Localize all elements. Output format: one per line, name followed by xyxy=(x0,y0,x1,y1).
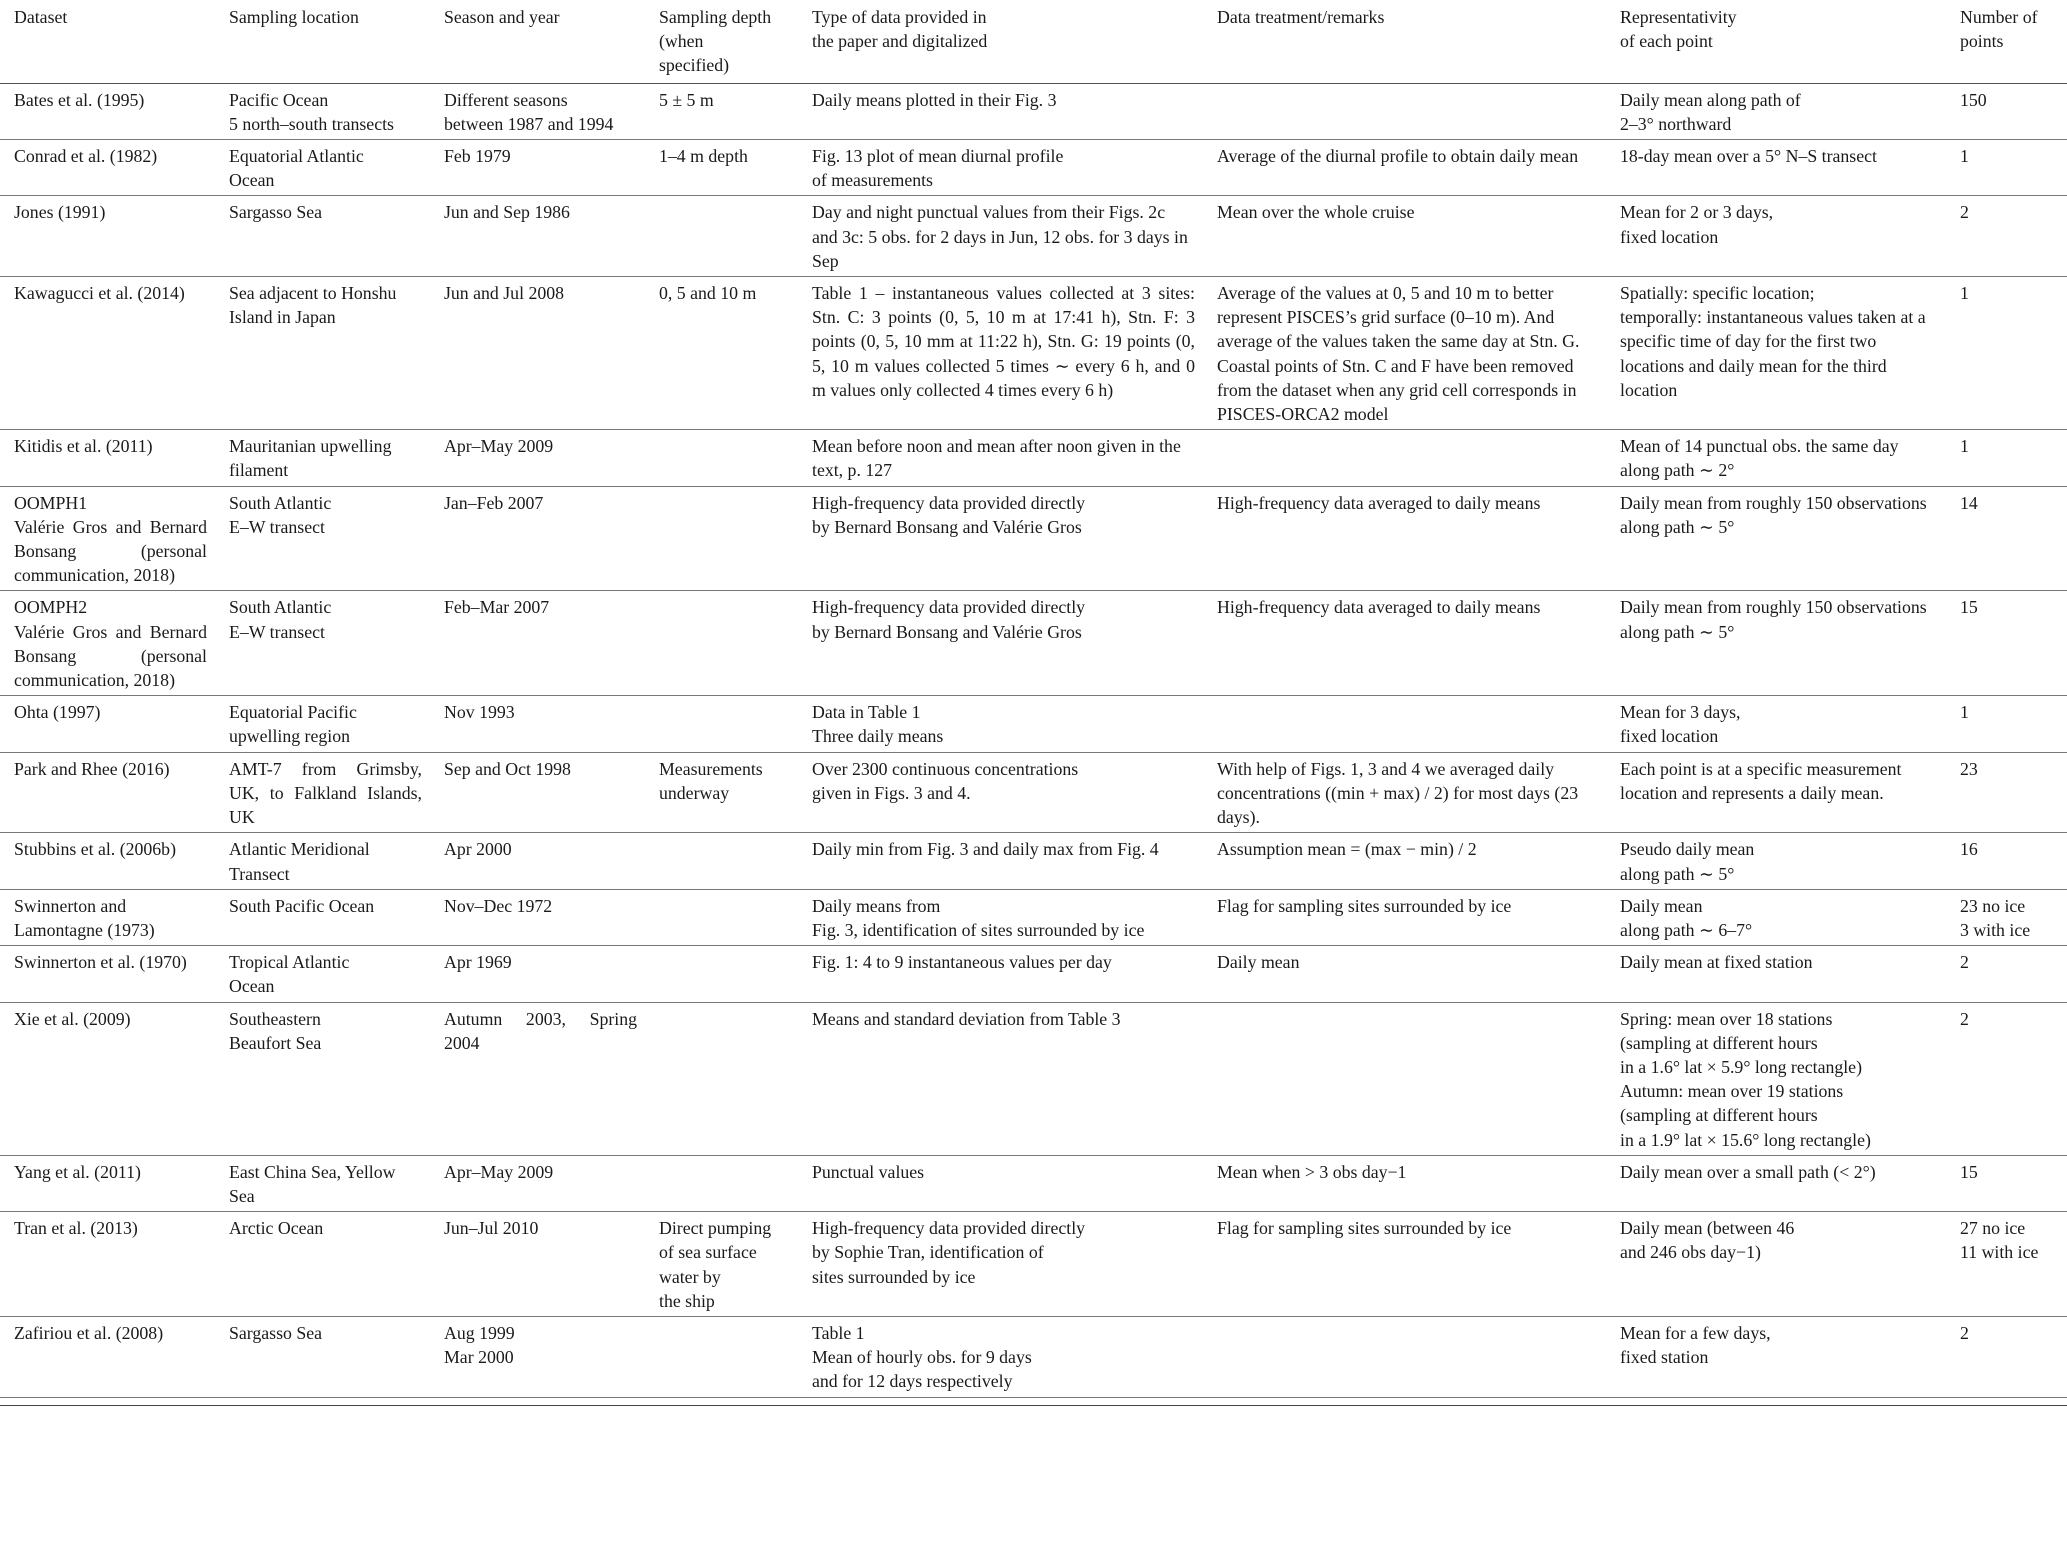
header-dataset: Dataset xyxy=(14,7,68,27)
cell-data-type: Means and standard deviation from Table 3 xyxy=(812,1008,1121,1029)
cell-season: Jun and Sep 1986 xyxy=(444,202,570,223)
table-row xyxy=(0,752,2067,833)
cell-location: Mauritanian upwelling filament xyxy=(229,436,392,481)
cell-treatment: High-frequency data averaged to daily means xyxy=(1217,597,1541,618)
table-row xyxy=(0,889,2067,945)
cell-location: Southeastern Beaufort Sea xyxy=(229,1008,322,1053)
cell-location: South Atlantic E–W transect xyxy=(229,597,332,642)
cell-data-type: High-frequency data provided directly by Bernard Bonsang and Valérie Gros xyxy=(812,492,1086,537)
cell-treatment: Average of the diurnal profile to obtain daily mean xyxy=(1217,146,1579,167)
cell-depth xyxy=(645,486,798,591)
cell-season: Feb 1979 xyxy=(444,146,511,167)
cell-location: South Atlantic E–W transect xyxy=(229,492,332,537)
cell-treatment xyxy=(1203,83,1606,139)
table-row xyxy=(0,430,2067,486)
cell-season: Autumn 2003, Spring 2004 xyxy=(444,1008,637,1053)
cell-data-type: High-frequency data provided directly by Bernard Bonsang and Valérie Gros xyxy=(812,597,1086,642)
cell-location: Sargasso Sea xyxy=(229,1322,323,1343)
cell-treatment: Flag for sampling sites surrounded by ice xyxy=(1217,895,1512,916)
header-data-type: Type of data provided in the paper and digitalized xyxy=(812,7,988,52)
cell-depth: Direct pumping of sea surface water by the ship xyxy=(659,1218,772,1311)
cell-points: 27 no ice 11 with ice xyxy=(1960,1218,2039,1263)
header-number-of-points: Number of points xyxy=(1960,7,2038,52)
cell-dataset: Conrad et al. (1982) xyxy=(14,146,158,167)
header-data-treatment: Data treatment/remarks xyxy=(1217,7,1385,27)
cell-season: Jun and Jul 2008 xyxy=(444,283,565,304)
cell-treatment: Assumption mean = (max − min) / 2 xyxy=(1217,839,1477,860)
cell-season: Nov 1993 xyxy=(444,702,515,723)
cell-dataset: Swinnerton et al. (1970) xyxy=(14,952,187,973)
cell-treatment xyxy=(1203,1316,1606,1397)
table-row xyxy=(0,140,2067,196)
cell-points: 150 xyxy=(1960,89,1987,110)
cell-points: 2 xyxy=(1960,1322,1969,1343)
cell-location xyxy=(215,1397,430,1405)
cell-season: Feb–Mar 2007 xyxy=(444,597,550,618)
cell-treatment: Flag for sampling sites surrounded by ice xyxy=(1217,1218,1512,1239)
cell-depth: Measurements underway xyxy=(659,758,763,803)
cell-data-type: High-frequency data provided directly by Sophie Tran, identification of sites surrounded by ice xyxy=(812,1218,1086,1287)
cell-season xyxy=(430,1397,645,1405)
cell-representativity: Daily mean from roughly 150 observations along path ∼ 5° xyxy=(1620,597,1927,642)
cell-location: Pacific Ocean 5 north–south transects xyxy=(229,89,394,134)
cell-points: 15 xyxy=(1960,1161,1978,1182)
cell-dataset: Park and Rhee (2016) xyxy=(14,758,170,779)
cell-treatment xyxy=(1203,430,1606,486)
cell-data-type: Fig. 13 plot of mean diurnal profile of measurements xyxy=(812,146,1064,191)
cell-dataset: Tran et al. (2013) xyxy=(14,1218,138,1239)
cell-depth xyxy=(645,196,798,277)
cell-points: 1 xyxy=(1960,436,1969,457)
cell-data-type: Data in Table 1 Three daily means xyxy=(812,702,944,747)
table-row xyxy=(0,1002,2067,1155)
table-row xyxy=(0,486,2067,591)
cell-data-type: Daily min from Fig. 3 and daily max from Fig. 4 xyxy=(812,839,1159,860)
cell-points: 2 xyxy=(1960,952,1969,973)
cell-treatment: Mean over the whole cruise xyxy=(1217,202,1415,223)
cell-dataset: Stubbins et al. (2006b) xyxy=(14,839,176,860)
cell-dataset: Xie et al. (2009) xyxy=(14,1008,131,1029)
cell-data-type xyxy=(798,1397,1203,1405)
cell-treatment: High-frequency data averaged to daily means xyxy=(1217,492,1541,513)
cell-points: 16 xyxy=(1960,839,1978,860)
table-row xyxy=(0,83,2067,139)
cell-data-type: Day and night punctual values from their Figs. 2c and 3c: 5 obs. for 2 days in Jun, 12 obs. for 3 days in Sep xyxy=(812,202,1188,271)
table-row xyxy=(0,1155,2067,1211)
table-row xyxy=(0,1397,2067,1405)
cell-data-type: Daily means plotted in their Fig. 3 xyxy=(812,89,1057,110)
cell-data-type: Over 2300 continuous concentrations given in Figs. 3 and 4. xyxy=(812,758,1079,803)
cell-season: Sep and Oct 1998 xyxy=(444,758,571,779)
cell-dataset xyxy=(0,1397,215,1405)
cell-depth: 5 ± 5 m xyxy=(659,89,714,110)
cell-points: 23 no ice 3 with ice xyxy=(1960,895,2031,940)
cell-representativity: Mean of 14 punctual obs. the same day along path ∼ 2° xyxy=(1620,436,1899,481)
cell-depth xyxy=(645,946,798,1002)
cell-dataset: Ohta (1997) xyxy=(14,702,101,723)
table-header xyxy=(0,0,2067,83)
cell-data-type: Table 1 Mean of hourly obs. for 9 days and for 12 days respectively xyxy=(812,1322,1032,1392)
cell-representativity: Daily mean at fixed station xyxy=(1620,952,1813,973)
table-row xyxy=(0,946,2067,1002)
cell-depth: 0, 5 and 10 m xyxy=(659,283,757,304)
cell-location: Sea adjacent to Honshu Island in Japan xyxy=(229,283,397,328)
cell-representativity: Daily mean along path ∼ 6–7° xyxy=(1620,895,1753,940)
cell-season: Jan–Feb 2007 xyxy=(444,492,544,513)
cell-location: Tropical Atlantic Ocean xyxy=(229,952,350,997)
cell-depth xyxy=(645,1316,798,1397)
cell-dataset: Kawagucci et al. (2014) xyxy=(14,283,185,304)
cell-points: 14 xyxy=(1960,492,1978,513)
cell-representativity: 18-day mean over a 5° N–S transect xyxy=(1620,146,1877,167)
cell-representativity: Spatially: specific location; temporally: instantaneous values taken at a specific time of day for the first two locations and daily mean for the third location xyxy=(1620,283,1926,400)
cell-representativity: Daily mean along path of 2–3° northward xyxy=(1620,89,1801,134)
cell-data-type: Table 1 – instantaneous values collected at 3 sites: Stn. C: 3 points (0, 5, 10 m at 17:41 h), Stn. F: 3 points (0, 5, 10 mm at 11:22 h), Stn. G: 19 points (0, 5, 10 m values collected 5 times ∼ every 6 h, and 0 m values only collected 4 times every 6 h) xyxy=(812,283,1195,400)
cell-depth xyxy=(645,1397,798,1405)
cell-treatment xyxy=(1203,1397,1606,1405)
cell-location: Atlantic Meridional Transect xyxy=(229,839,370,884)
cell-treatment: Daily mean xyxy=(1217,952,1300,973)
cell-points: 15 xyxy=(1960,597,1978,618)
cell-representativity: Mean for 2 or 3 days, fixed location xyxy=(1620,202,1774,247)
table-row xyxy=(0,1316,2067,1397)
cell-depth xyxy=(645,833,798,889)
cell-depth xyxy=(645,1155,798,1211)
cell-representativity: Daily mean over a small path (< 2°) xyxy=(1620,1161,1876,1182)
cell-representativity: Pseudo daily mean along path ∼ 5° xyxy=(1620,839,1755,884)
table-row xyxy=(0,591,2067,696)
cell-data-type: Punctual values xyxy=(812,1161,925,1182)
table-row xyxy=(0,277,2067,430)
cell-dataset: OOMPH2 Valérie Gros and Bernard Bonsang (personal communication, 2018) xyxy=(14,597,207,691)
cell-points xyxy=(1946,1397,2067,1405)
cell-treatment xyxy=(1203,696,1606,752)
table-row xyxy=(0,196,2067,277)
cell-location: Arctic Ocean xyxy=(229,1218,324,1239)
cell-dataset: Bates et al. (1995) xyxy=(14,89,145,110)
cell-points: 2 xyxy=(1960,202,1969,223)
cell-representativity xyxy=(1606,1397,1946,1405)
cell-depth xyxy=(645,591,798,696)
cell-season: Apr 2000 xyxy=(444,839,512,860)
cell-representativity: Spring: mean over 18 stations (sampling at different hours in a 1.6° lat × 5.9° long rectangle) Autumn: mean over 19 stations (sampling at different hours in a 1.9° lat × 15.6° long rectangle) xyxy=(1620,1008,1871,1150)
header-sampling-depth: Sampling depth (when specified) xyxy=(659,7,772,76)
cell-representativity: Daily mean from roughly 150 observations along path ∼ 5° xyxy=(1620,492,1927,537)
cell-depth xyxy=(645,696,798,752)
cell-dataset: Jones (1991) xyxy=(14,202,106,223)
cell-depth xyxy=(645,889,798,945)
cell-season: Different seasons between 1987 and 1994 xyxy=(444,89,614,134)
cell-representativity: Each point is at a specific measurement location and represents a daily mean. xyxy=(1620,758,1902,803)
cell-treatment xyxy=(1203,1002,1606,1155)
cell-points: 1 xyxy=(1960,283,1969,304)
cell-treatment: With help of Figs. 1, 3 and 4 we averaged daily concentrations ((min + max) / 2) for most days (23 days). xyxy=(1217,758,1579,828)
table-row xyxy=(0,1212,2067,1317)
cell-representativity: Daily mean (between 46 and 246 obs day−1) xyxy=(1620,1218,1795,1263)
cell-treatment: Average of the values at 0, 5 and 10 m to better represent PISCES’s grid surface (0–10 m). And average of the values taken the same day at Stn. G. Coastal points of Stn. C and F have been removed from the dataset when any grid cell corresponds in PISCES-ORCA2 model xyxy=(1217,283,1580,425)
cell-dataset: Yang et al. (2011) xyxy=(14,1161,141,1182)
cell-depth xyxy=(645,430,798,486)
cell-data-type: Daily means from Fig. 3, identification of sites surrounded by ice xyxy=(812,895,1145,940)
cell-location: East China Sea, Yellow Sea xyxy=(229,1161,396,1206)
cell-representativity: Mean for a few days, fixed station xyxy=(1620,1322,1771,1368)
cell-location: AMT-7 from Grimsby, UK, to Falkland Islands, UK xyxy=(229,758,422,828)
cell-season: Apr–May 2009 xyxy=(444,1161,554,1182)
table-body xyxy=(0,83,2067,1405)
cell-location: Equatorial Pacific upwelling region xyxy=(229,702,357,747)
cell-dataset: OOMPH1 Valérie Gros and Bernard Bonsang (personal communication, 2018) xyxy=(14,492,207,586)
header-row xyxy=(0,0,2067,83)
cell-dataset: Kitidis et al. (2011) xyxy=(14,436,153,457)
header-sampling-location: Sampling location xyxy=(229,7,359,27)
cell-season: Apr–May 2009 xyxy=(444,436,554,457)
cell-location: Equatorial Atlantic Ocean xyxy=(229,146,364,191)
cell-representativity: Mean for 3 days, fixed location xyxy=(1620,702,1741,747)
cell-points: 1 xyxy=(1960,702,1969,723)
cell-data-type: Fig. 1: 4 to 9 instantaneous values per day xyxy=(812,952,1112,973)
header-season-year: Season and year xyxy=(444,7,560,27)
cell-season: Nov–Dec 1972 xyxy=(444,895,553,916)
cell-season: Aug 1999 Mar 2000 xyxy=(444,1322,515,1368)
cell-season: Jun–Jul 2010 xyxy=(444,1218,539,1239)
cell-dataset: Zafiriou et al. (2008) xyxy=(14,1322,164,1343)
cell-dataset: Swinnerton and Lamontagne (1973) xyxy=(14,895,155,940)
cell-points: 23 xyxy=(1960,758,1978,779)
table-row xyxy=(0,696,2067,752)
cell-treatment: Mean when > 3 obs day−1 xyxy=(1217,1161,1407,1182)
table-row xyxy=(0,833,2067,889)
cell-depth: 1–4 m depth xyxy=(659,146,748,167)
header-representativity: Representativity of each point xyxy=(1620,7,1737,52)
cell-season: Apr 1969 xyxy=(444,952,512,973)
cell-points: 2 xyxy=(1960,1008,1969,1029)
cell-points: 1 xyxy=(1960,146,1969,167)
cell-data-type: Mean before noon and mean after noon given in the text, p. 127 xyxy=(812,436,1181,481)
cell-location: Sargasso Sea xyxy=(229,202,323,223)
cell-location: South Pacific Ocean xyxy=(229,895,375,916)
cell-depth xyxy=(645,1002,798,1155)
